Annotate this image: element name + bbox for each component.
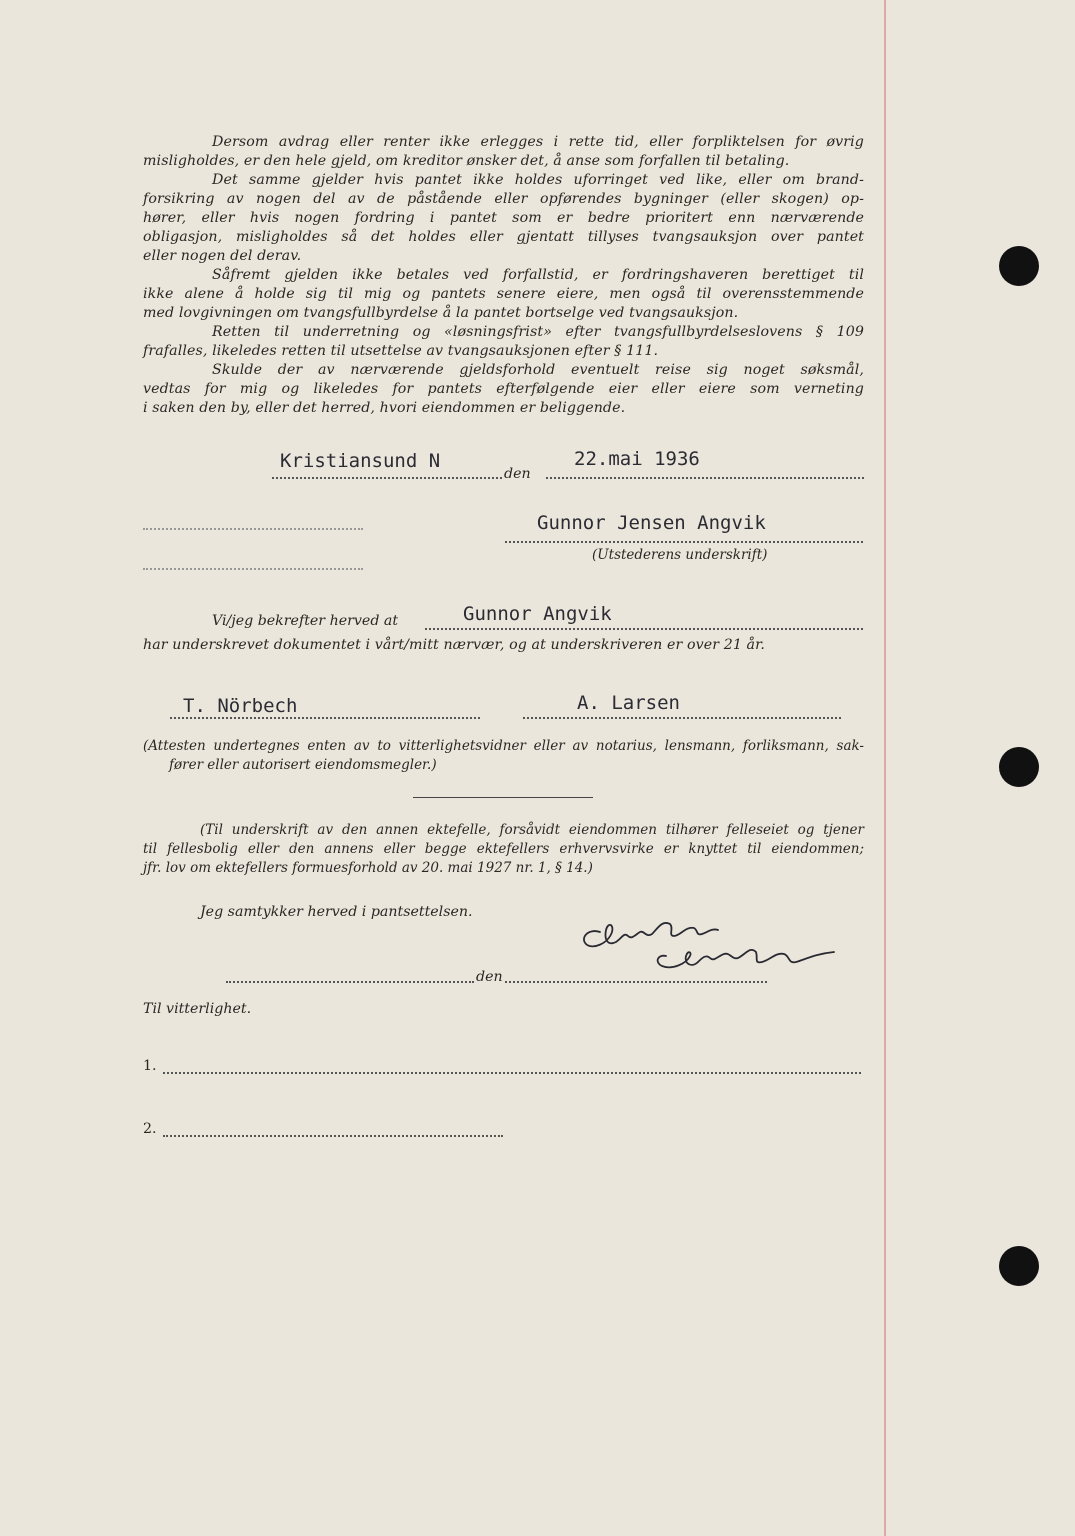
body-paragraph-2-line-1: Det samme gjelder hvis pantet ikke holdes uforringet ved like, eller om brand- [212,172,864,188]
witness-1-name: T. Nörbech [183,695,298,717]
witness-line-2 [163,1135,503,1137]
attestation-note-line-2: fører eller autorisert eiendomsmegler.) [169,757,437,773]
body-paragraph-1-line-2: misligholdes, er den hele gjeld, om kreditor ønsker det, å anse som forfallen til betaling. [143,153,790,169]
body-paragraph-5-line-2: vedtas for mig og likeledes for pantets efterfølgende eier eller eiere som verneting [143,381,864,397]
body-paragraph-4-line-2: frafalles, likeledes retten til utsettelse av tvangsauksjonen efter § 111. [143,343,659,359]
punch-hole [999,1246,1039,1286]
body-paragraph-2-lines: forsikring av nogen del av de påstående eller opførendes bygninger (eller skogen) op- hører, eller hvis nogen fordring i pantet som er bedre prioritert enn nærværende obligasjon, misligholdes så det holdes eller gjentatt tillyses tvangsauksjon over pantet [143,191,864,246]
date-dotted-line [546,477,864,479]
spouse-signature [578,910,843,985]
witness-2-dotted-line [523,717,841,719]
attested-name: Gunnor Angvik [463,603,612,625]
body-paragraph-3-line-3: med lovgivningen om tvangsfullbyrdelse å la pantet bortselge ved tvangsauksjon. [143,305,739,321]
body-paragraph-5-line-1: Skulde der av nærværende gjeldsforhold eventuelt reise sig noget søksmål, [212,362,864,378]
attestation-dotted-line [425,628,863,630]
faint-dotted-line [143,528,363,530]
date-field: 22.mai 1936 [574,448,700,470]
consent-place-dotted-line [226,981,474,983]
spouse-note-line-3: jfr. lov om ektefellers formuesforhold av 20. mai 1927 nr. 1, § 14.) [143,860,593,876]
witness-2-name: A. Larsen [577,692,680,714]
body-paragraph-3-line-1: Såfremt gjelden ikke betales ved forfallstid, er fordringshaveren berettiget til [212,267,864,283]
issuer-dotted-line [505,541,863,543]
attestation-prefix: Vi/jeg bekrefter herved at [212,613,399,629]
body-paragraph-3-line-2: ikke alene å holde sig til mig og pantets senere eiere, men også til overensstemmende [143,286,864,302]
body-paragraph-5-line-3: i saken den by, eller det herred, hvori eiendommen er beliggende. [143,400,626,416]
attestation-line-2: har underskrevet dokumentet i vårt/mitt nærvær, og at underskriveren er over 21 år. [143,637,766,653]
body-paragraph-2-last-line: eller nogen del derav. [143,248,302,264]
consent-date-dotted-line [505,981,767,983]
place-dotted-line [272,477,502,479]
den-label: den [504,466,531,482]
witness-line-2-label: 2. [143,1121,157,1137]
body-paragraph-1-line-1: Dersom avdrag eller renter ikke erlegges i rette tid, eller forpliktelsen for øvrig [212,134,864,150]
issuer-caption: (Utstederens underskrift) [592,547,768,563]
attestation-note-line-1: (Attesten undertegnes enten av to vitterlighetsvidner eller av notarius, lensmann, forliksmann, sak- [143,738,864,754]
witness-line-1-label: 1. [143,1058,157,1074]
witness-section-title: Til vitterlighet. [143,1001,252,1017]
witness-1-dotted-line [170,717,480,719]
body-paragraph-4-line-1: Retten til underretning og «løsningsfrist» efter tvangsfullbyrdelseslovens § 109 [212,324,864,340]
witness-line-1 [163,1072,861,1074]
place-field: Kristiansund N [280,450,441,472]
margin-line [884,0,886,1536]
consent-text: Jeg samtykker herved i pantsettelsen. [200,904,473,920]
issuer-name: Gunnor Jensen Angvik [537,512,766,534]
faint-dotted-line [143,568,363,570]
consent-den-label: den [476,969,503,985]
punch-hole [999,747,1039,787]
spouse-note-line-1: (Til underskrift av den annen ektefelle, forsåvidt eiendommen tilhører felleseiet og tjener [200,822,864,838]
section-divider [413,797,593,798]
punch-hole [999,246,1039,286]
spouse-note-line-2: til fellesbolig eller den annens eller begge ektefellers erhvervsvirke er knyttet til eiendommen; [143,841,864,857]
